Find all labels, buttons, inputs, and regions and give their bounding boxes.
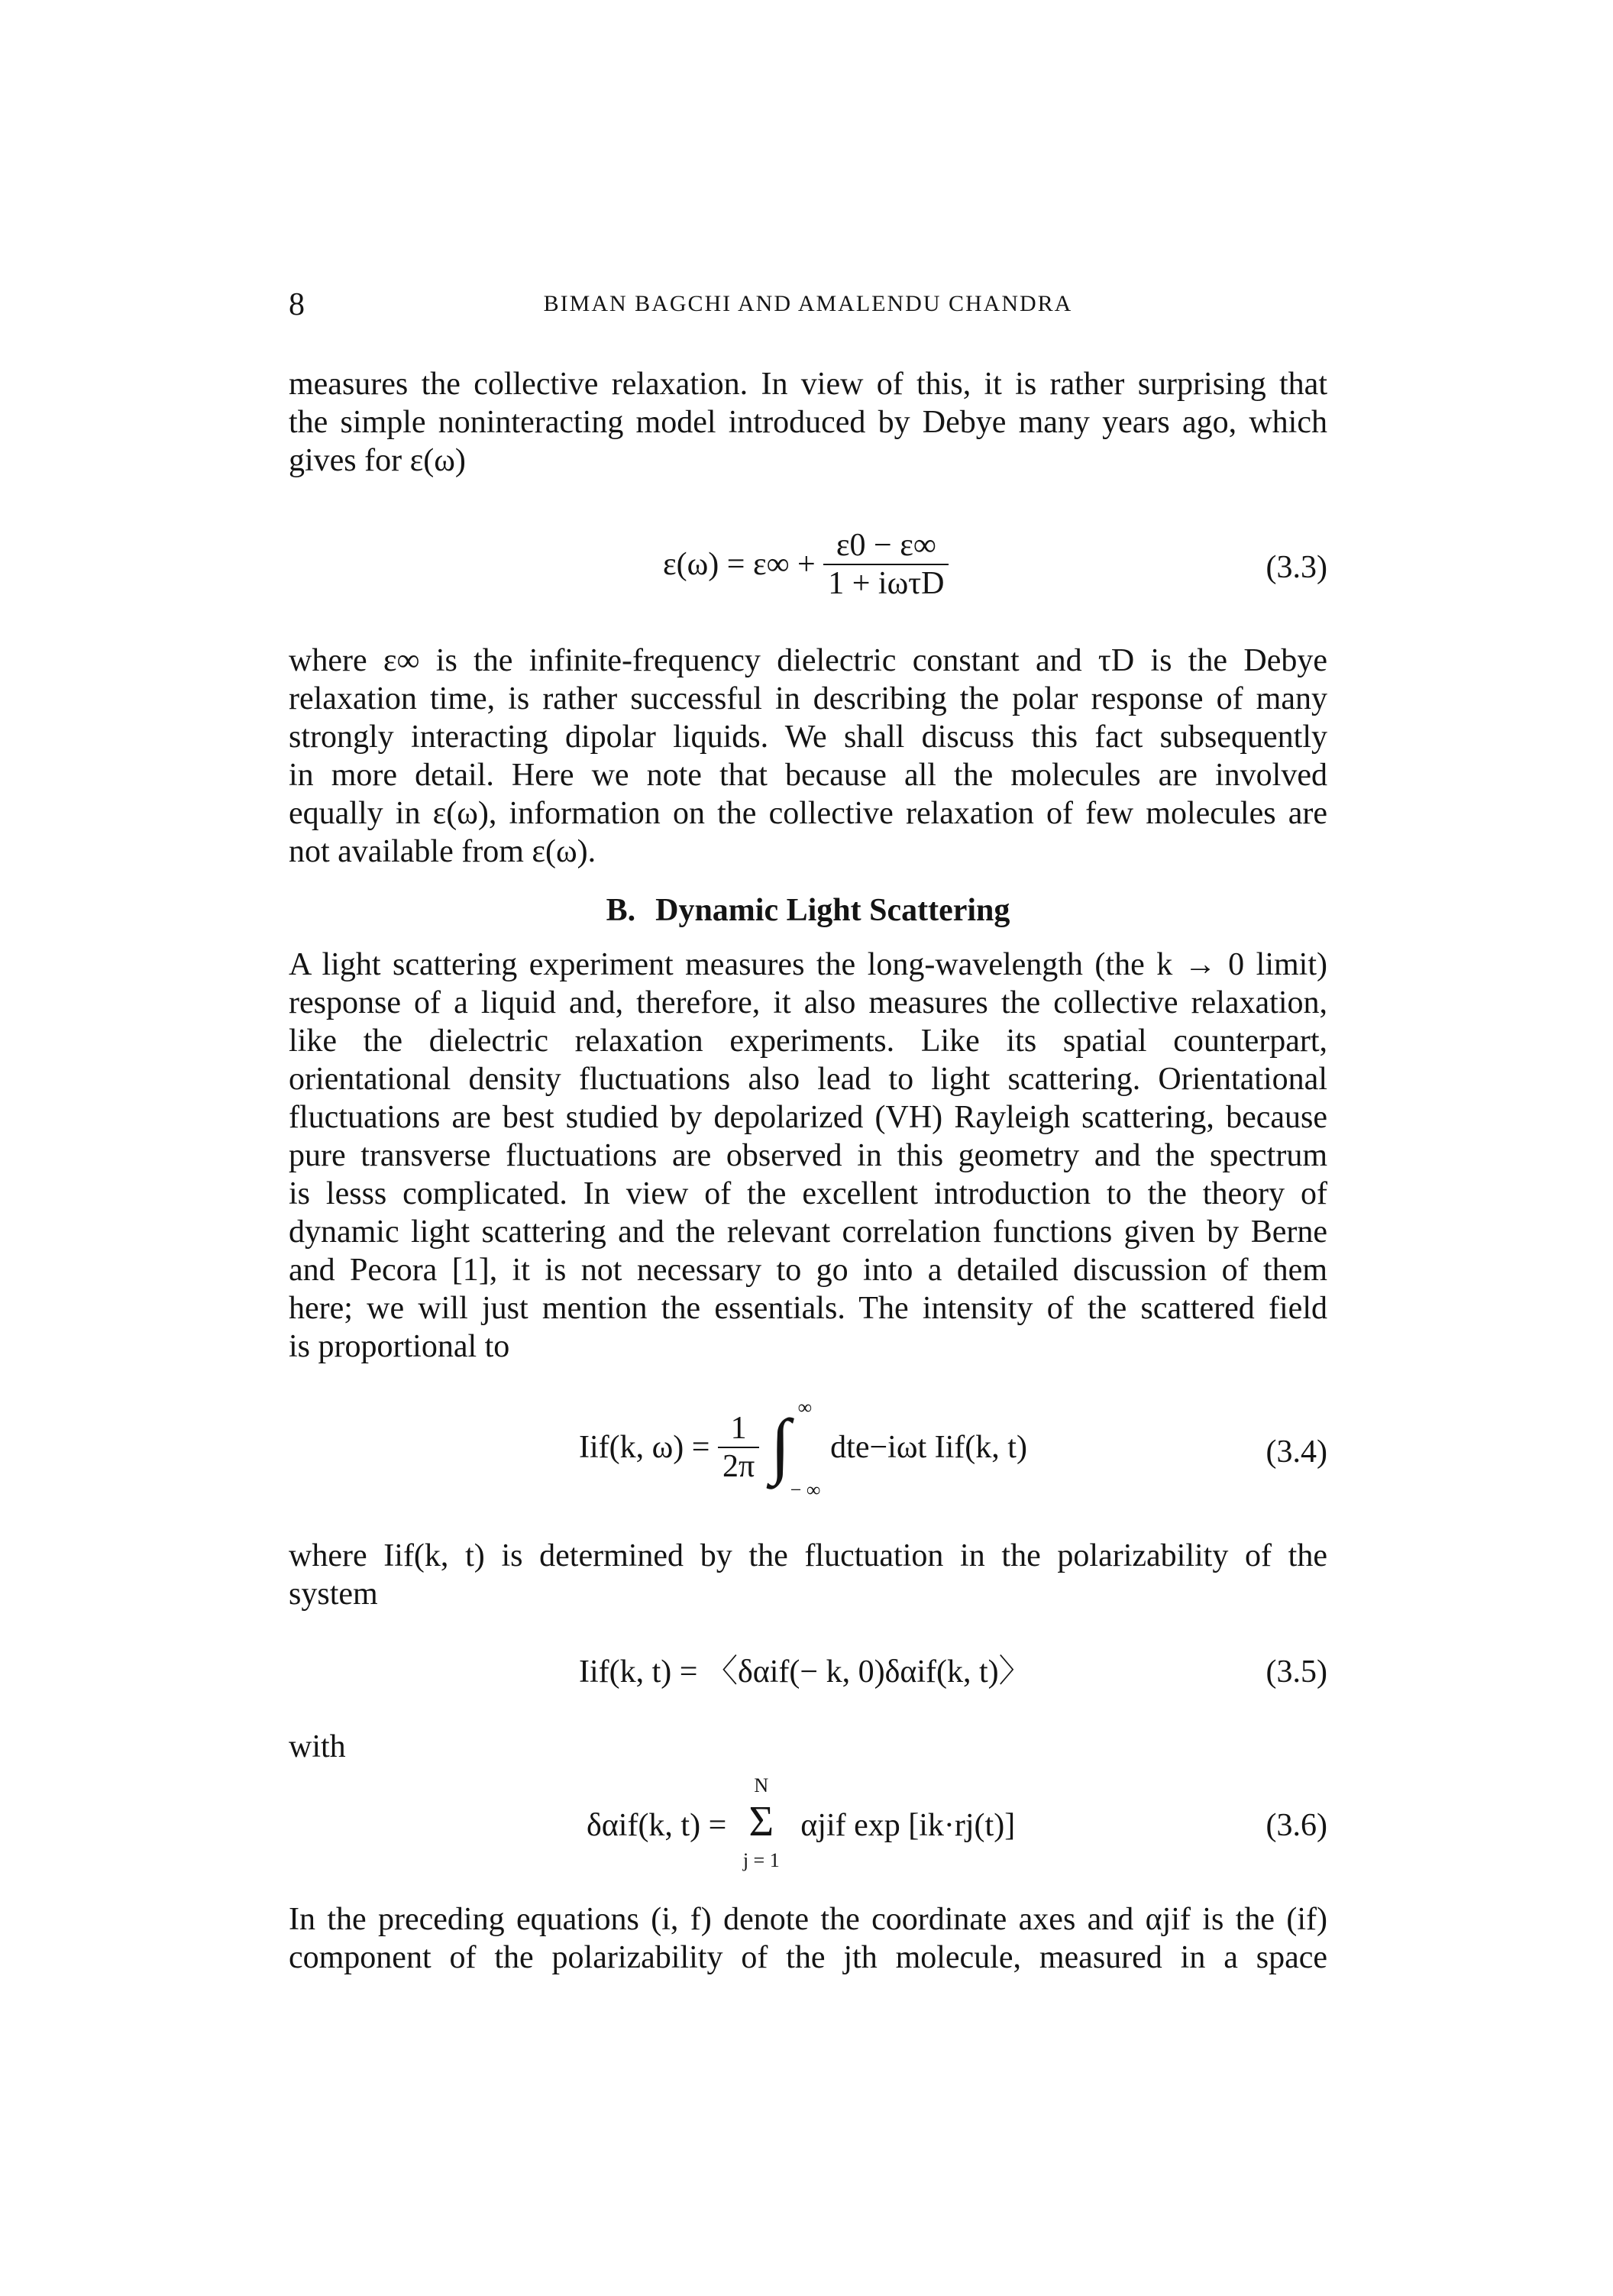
- paragraph-line: not available from ε(ω).: [289, 834, 596, 869]
- paragraph-line: component of the polarizability of the jth molecule, measured in a space: [289, 1940, 1327, 1975]
- paragraph-3: [289, 946, 1327, 1366]
- paragraph-1: [289, 365, 1327, 480]
- equation-3-3-fraction: [823, 527, 949, 602]
- equation-3-5-expression: Iif(k, t) = 〈δαif(− k, 0)δαif(k, t)〉: [579, 1654, 1031, 1690]
- equation-3-3-lhs: ε(ω) = ε∞ +: [663, 547, 816, 582]
- equation-3-4: [289, 1398, 1327, 1505]
- running-header: [289, 286, 1327, 332]
- equation-3-6-body: [587, 1776, 1015, 1875]
- summation-lower-limit: j = 1: [742, 1849, 780, 1871]
- paragraph-line: measures the collective relaxation. In view of this, it is rather surprising that: [289, 367, 1327, 402]
- integral-lower-limit: − ∞: [790, 1479, 821, 1501]
- equation-3-5: [289, 1656, 1327, 1702]
- paragraph-5: [289, 1900, 1327, 1977]
- page-number: 8: [289, 287, 305, 322]
- paragraph-line: fluctuations are best studied by depolarized (VH) Rayleigh scattering, because: [289, 1100, 1327, 1135]
- equation-3-3-denominator: 1 + iωτD: [828, 566, 945, 601]
- equation-3-6-lhs: δαif(k, t) =: [587, 1808, 727, 1843]
- paragraph-line: with: [289, 1729, 346, 1764]
- paragraph-line: orientational density fluctuations also lead to light scattering. Orientational: [289, 1062, 1327, 1097]
- paragraph-line: here; we will just mention the essentials. The intensity of the scattered field: [289, 1291, 1327, 1326]
- equation-3-3: [289, 527, 1327, 611]
- paragraph-line: dynamic light scattering and the relevant correlation functions given by Berne: [289, 1214, 1327, 1250]
- paragraph-line: In the preceding equations (i, f) denote the coordinate axes and αjif is the (if): [289, 1902, 1327, 1937]
- summation-upper-limit: N: [754, 1774, 769, 1796]
- paragraph-line: equally in ε(ω), information on the collective relaxation of few molecules are: [289, 796, 1327, 831]
- paragraph-with: [289, 1728, 1327, 1766]
- summation-sign: [735, 1776, 788, 1875]
- section-label: B.: [606, 893, 636, 928]
- paragraph-line: relaxation time, is rather successful in describing the polar response of many: [289, 681, 1327, 716]
- paragraph-line: where ε∞ is the infinite-frequency dielectric constant and τD is the Debye: [289, 643, 1327, 678]
- equation-3-6-rhs: αjif exp [ik·rj(t)]: [800, 1808, 1016, 1843]
- paragraph-line: system: [289, 1576, 378, 1612]
- integral-symbol-icon: ∫: [770, 1404, 790, 1486]
- paragraph-line: is proportional to: [289, 1329, 510, 1364]
- equation-number: (3.3): [1266, 550, 1327, 585]
- paragraph-line: strongly interacting dipolar liquids. We shall discuss this fact subsequently: [289, 720, 1327, 755]
- equation-3-6: [289, 1776, 1327, 1875]
- paragraph-line: in more detail. Here we note that because all the molecules are involved: [289, 758, 1327, 793]
- equation-3-4-lhs: Iif(k, ω) =: [579, 1430, 710, 1465]
- integral-sign: [768, 1396, 821, 1501]
- paragraph-line: the simple noninteracting model introduced by Debye many years ago, which: [289, 405, 1327, 440]
- paragraph-line: like the dielectric relaxation experiments. Like its spatial counterpart,: [289, 1023, 1327, 1059]
- equation-number: (3.6): [1266, 1808, 1327, 1843]
- equation-number: (3.5): [1266, 1654, 1327, 1690]
- section-title: Dynamic Light Scattering: [655, 893, 1010, 928]
- paragraph-4: [289, 1537, 1327, 1613]
- equation-3-4-denominator: 2π: [722, 1449, 755, 1484]
- summation-symbol-icon: Σ: [748, 1798, 774, 1845]
- paragraph-line: gives for ε(ω): [289, 443, 466, 478]
- equation-3-3-numerator: ε0 − ε∞: [823, 527, 949, 565]
- paragraph-2: [289, 642, 1327, 871]
- equation-3-4-numerator: 1: [718, 1410, 759, 1448]
- equation-3-3-body: [663, 527, 949, 602]
- integral-upper-limit: ∞: [797, 1396, 813, 1418]
- equation-number: (3.4): [1266, 1434, 1327, 1470]
- paragraph-line: A light scattering experiment measures the long-wavelength (the k → 0 limit): [289, 947, 1327, 982]
- running-head-authors: BIMAN BAGCHI AND AMALENDU CHANDRA: [543, 291, 1073, 316]
- equation-3-4-body: [579, 1398, 1027, 1505]
- paragraph-line: and Pecora [1], it is not necessary to go into a detailed discussion of them: [289, 1253, 1327, 1288]
- paragraph-line: pure transverse fluctuations are observed in this geometry and the spectrum: [289, 1138, 1327, 1173]
- equation-3-4-fraction: [718, 1410, 759, 1485]
- paragraph-line: is lesss complicated. In view of the excellent introduction to the theory of: [289, 1176, 1327, 1211]
- section-heading: [289, 892, 1327, 929]
- paragraph-line: where Iif(k, t) is determined by the fluctuation in the polarizability of the: [289, 1538, 1327, 1573]
- paragraph-line: response of a liquid and, therefore, it also measures the collective relaxation,: [289, 985, 1327, 1020]
- equation-3-4-integrand: dte−iωt Iif(k, t): [830, 1430, 1027, 1465]
